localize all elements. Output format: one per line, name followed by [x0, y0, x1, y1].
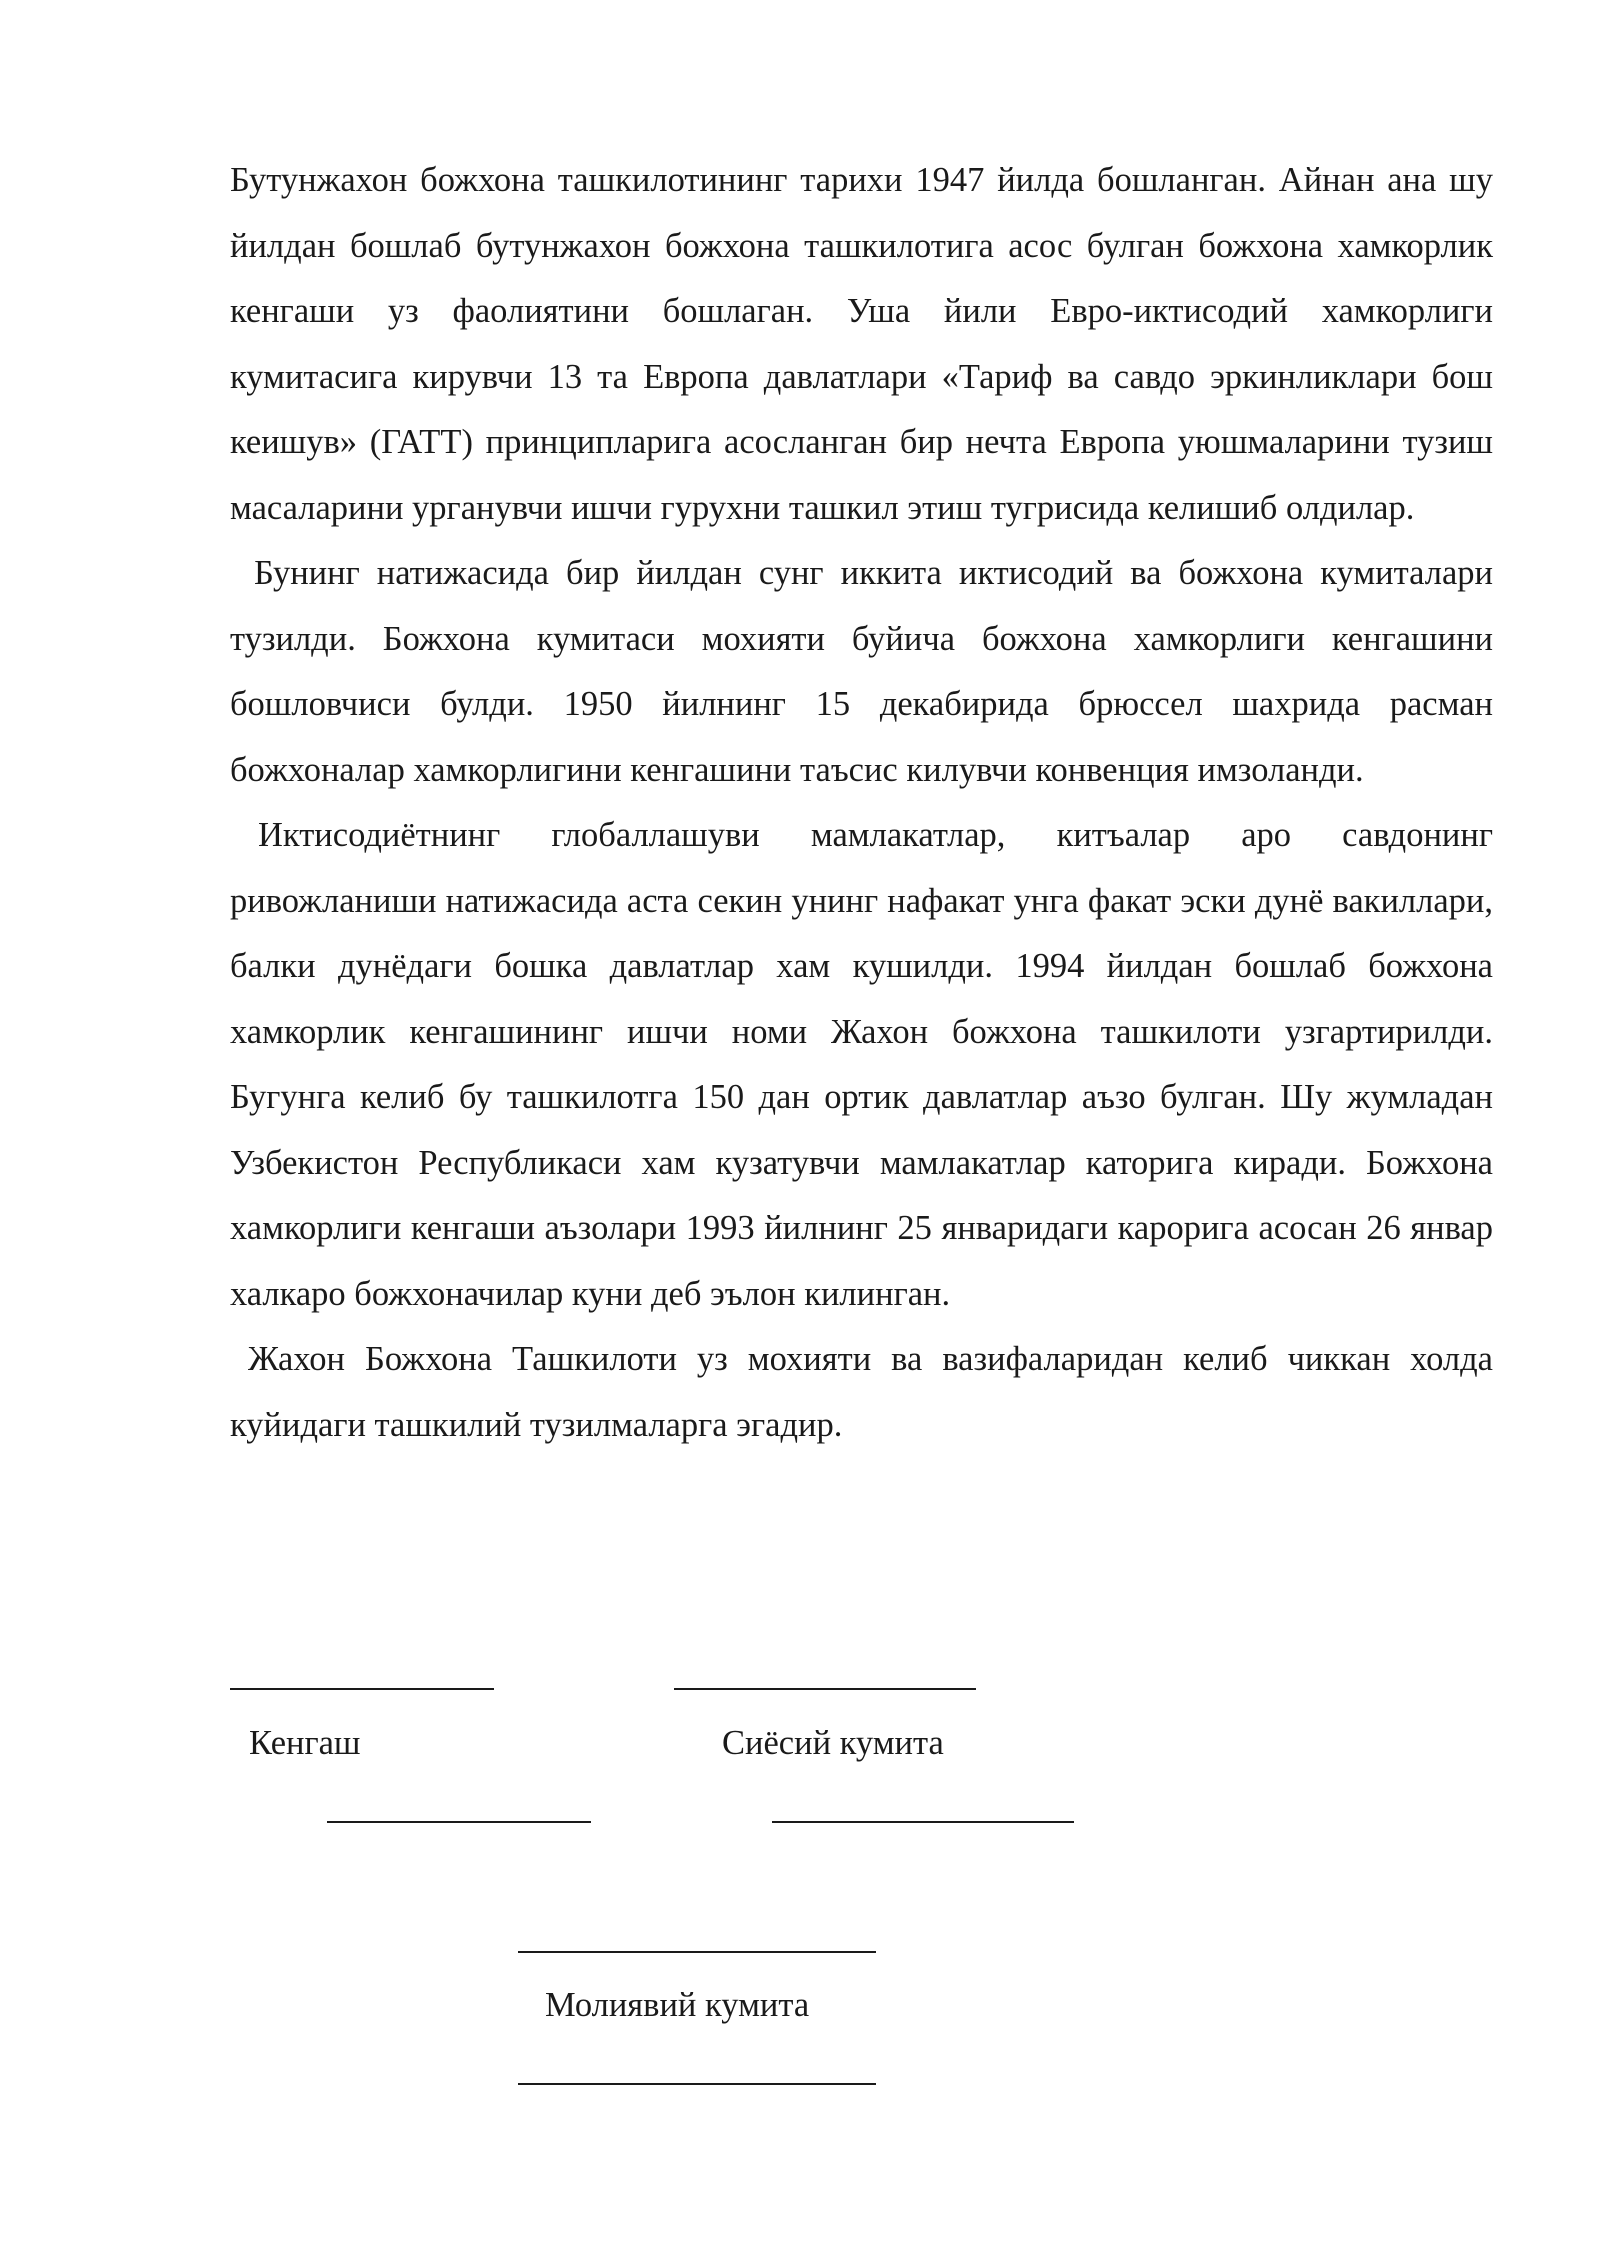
- council-top-line: [230, 1688, 494, 1690]
- finance-committee-label: Молиявий кумита: [545, 1986, 810, 2024]
- political-committee-top-line: [674, 1688, 976, 1690]
- paragraph-committees-formed: Бунинг натижасида бир йилдан сунг иккита иктисодий ва божхона кумиталари тузилди. Божхона кумитаси мохияти буйича божхона хамкорлиги кенгашини бошловчиси булди. 1950 йилнинг 15 декабирида брюссел шахрида расман божхоналар хамкорлигини кенгашини таъсис килувчи конвенция имзоланди.: [230, 554, 1493, 789]
- political-committee-bottom-line: [772, 1821, 1074, 1823]
- finance-committee-bottom-line: [518, 2083, 876, 2085]
- council-label: Кенгаш: [249, 1724, 361, 1762]
- finance-committee-top-line: [518, 1951, 876, 1953]
- paragraph-history-intro: Бутунжахон божхона ташкилотининг тарихи 1947 йилда бошланган. Айнан ана шу йилдан бошлаб бутунжахон божхона ташкилотига асос булган божхона хамкорлик кенгаши уз фаолиятини бошлаган. Уша йили Евро-иктисодий хамкорлиги кумитасига кирувчи 13 та Европа давлатлари «Тариф ва савдо эркинликлари бош кеишув» (ГАТТ) принципларига асосланган бир нечта Европа уюшмаларини тузиш масаларини урганувчи ишчи гурухни ташкил этиш тугрисида келишиб олдилар.: [230, 161, 1493, 527]
- paragraph-globalization: Иктисодиётнинг глобаллашуви мамлакатлар, китъалар аро савдонинг ривожланиши натижасида аста секин унинг нафакат унга факат эски дунё вакиллари, балки дунёдаги бошка давлатлар хам кушилди. 1994 йилдан бошлаб божхона хамкорлик кенгашининг ишчи номи Жахон божхона ташкилоти узгартирилди. Бугунга келиб бу ташкилотга 150 дан ортик давлатлар аъзо булган. Шу жумладан Узбекистон Республикаси хам кузатувчи мамлакатлар каторига киради. Божхона хамкорлиги кенгаши аъзолари 1993 йилнинг 25 январидаги карорига асосан 26 январ халкаро божхоначилар куни деб эълон килинган.: [230, 816, 1493, 1313]
- council-bottom-line: [327, 1821, 591, 1823]
- document-body: [230, 148, 1493, 1458]
- political-committee-label: Сиёсий кумита: [722, 1724, 944, 1762]
- paragraph-structure-intro: Жахон Божхона Ташкилоти уз мохияти ва вазифаларидан келиб чиккан холда куйидаги ташкилий тузилмаларга эгадир.: [230, 1340, 1493, 1444]
